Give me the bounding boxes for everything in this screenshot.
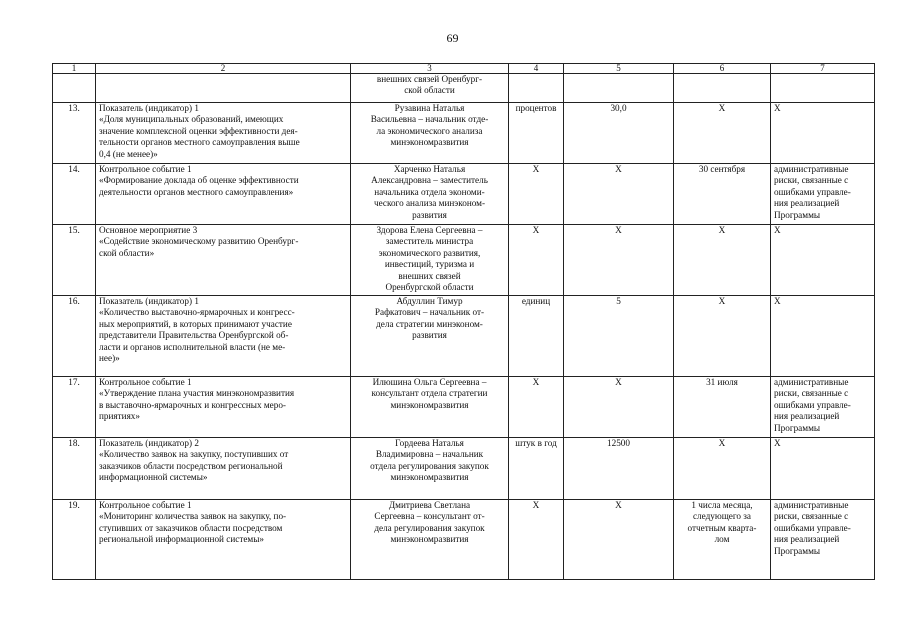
event-name-cell-line: Показатель (индикатор) 1: [99, 296, 199, 306]
event-name-cell: [96, 164, 351, 225]
risk-cell-line: X: [774, 296, 781, 306]
responsible-cell: [351, 225, 509, 296]
value-cell: X: [564, 500, 674, 580]
responsible-cell-line: Владимировна – начальник: [375, 449, 484, 460]
risk-cell: [771, 438, 875, 500]
responsible-cell-line: Рузавина Наталья: [394, 103, 465, 113]
unit-cell: X: [509, 500, 564, 580]
column-header-5: 5: [564, 64, 674, 74]
responsible-cell-line: ческого анализа минэконом-: [373, 198, 486, 209]
risk-cell: [771, 377, 875, 438]
table-row: [53, 103, 875, 164]
unit-cell: [509, 74, 564, 103]
responsible-cell-line: заместитель министра: [385, 236, 474, 247]
risk-cell-line: Программы: [774, 209, 821, 220]
deadline-cell-line: X: [718, 296, 726, 306]
risk-cell: [771, 500, 875, 580]
event-name-cell: [96, 103, 351, 164]
event-name-cell-line: «Формирование доклада об оценке эффективности: [99, 175, 299, 186]
event-name-cell: [96, 500, 351, 580]
event-name-cell-line: ласти и органов исполнительной власти (не ме-: [99, 341, 286, 352]
deadline-cell: [674, 500, 771, 580]
column-header-6: 6: [674, 64, 771, 74]
responsible-cell-line: Илюшина Ольга Сергеевна –: [372, 377, 487, 387]
event-name-cell-line: региональной информационной системы»: [99, 534, 265, 545]
unit-cell: X: [509, 225, 564, 296]
deadline-cell-line: следующего за: [692, 511, 752, 522]
event-name-cell-line: тельности органов местного самоуправления выше: [99, 137, 300, 148]
event-name-cell-line: Контрольное событие 1: [99, 500, 192, 510]
deadline-cell-line: отчетным кварта-: [687, 522, 757, 533]
event-name-cell-line: «Количество заявок на закупку, поступивших от: [99, 449, 289, 460]
responsible-cell-line: консультант отдела стратегии: [371, 388, 488, 399]
responsible-cell-line: развития: [412, 330, 447, 341]
risk-cell-line: X: [774, 103, 781, 113]
table-row: [53, 377, 875, 438]
event-name-cell: [96, 377, 351, 438]
row-number-cell: 16.: [53, 296, 96, 377]
risk-cell-line: X: [774, 225, 781, 235]
responsible-cell-line: отдела регулирования закупок: [370, 460, 489, 471]
unit-cell: X: [509, 377, 564, 438]
responsible-cell: [351, 296, 509, 377]
deadline-cell-line: X: [718, 438, 726, 448]
risk-cell-line: ния реализацией: [774, 411, 840, 422]
row-number-cell: 19.: [53, 500, 96, 580]
event-name-cell-line: Основное мероприятие 3: [99, 225, 198, 235]
row-number-cell: 17.: [53, 377, 96, 438]
value-cell: 12500: [564, 438, 674, 500]
responsible-cell-line: Сергеевна – консультант от-: [374, 511, 485, 522]
risk-cell-line: административные: [774, 377, 849, 387]
event-name-cell-line: Показатель (индикатор) 2: [99, 438, 199, 448]
column-header-3: 3: [351, 64, 509, 74]
event-name-cell-line: представители Правительства Оренбургской об-: [99, 330, 289, 341]
row-number-cell: 15.: [53, 225, 96, 296]
deadline-cell-line: 31 июля: [706, 377, 738, 387]
table-row: [53, 500, 875, 580]
page-number: 69: [446, 31, 459, 45]
unit-cell: X: [509, 164, 564, 225]
unit-cell: процентов: [509, 103, 564, 164]
responsible-cell-line: Васильевна – начальник отде-: [370, 114, 489, 125]
risk-cell-line: ния реализацией: [774, 534, 840, 545]
deadline-cell: [674, 296, 771, 377]
event-name-cell-line: ступивших от заказчиков области посредством: [99, 522, 283, 533]
responsible-cell-line: Здорова Елена Сергеевна –: [376, 225, 483, 235]
risk-cell-line: Программы: [774, 422, 821, 433]
event-name-cell-line: Контрольное событие 1: [99, 164, 192, 174]
event-name-cell-line: «Утверждение плана участия минэкономразвития: [99, 388, 295, 399]
row-number-cell: 18.: [53, 438, 96, 500]
deadline-cell: [674, 74, 771, 103]
value-cell: 5: [564, 296, 674, 377]
responsible-cell-line: минэкономразвития: [390, 137, 469, 148]
column-header-7: 7: [771, 64, 875, 74]
value-cell: X: [564, 377, 674, 438]
indicators-table: [52, 63, 875, 580]
deadline-cell-line: 1 числа месяца,: [691, 500, 753, 510]
responsible-cell-line: минэкономразвития: [390, 399, 469, 410]
table-row: [53, 74, 875, 103]
risk-cell-line: X: [774, 438, 781, 448]
deadline-cell: [674, 103, 771, 164]
event-name-cell-line: нее)»: [99, 353, 120, 364]
risk-cell-line: административные: [774, 500, 849, 510]
risk-cell-line: риски, связанные с: [774, 388, 849, 399]
event-name-cell-line: Контрольное событие 1: [99, 377, 192, 387]
risk-cell: [771, 74, 875, 103]
event-name-cell: [96, 74, 351, 103]
responsible-cell-line: начальника отдела экономи-: [374, 186, 485, 197]
responsible-cell-line: ской области: [404, 85, 455, 96]
unit-cell: единиц: [509, 296, 564, 377]
responsible-cell-line: минэкономразвития: [390, 534, 469, 545]
deadline-cell-line: 30 сентября: [698, 164, 746, 174]
risk-cell-line: ошибками управле-: [774, 186, 851, 197]
table-row: [53, 164, 875, 225]
responsible-cell-line: развития: [412, 209, 447, 220]
responsible-cell-line: дела регулирования закупок: [374, 522, 485, 533]
responsible-cell: [351, 103, 509, 164]
column-header-2: 2: [96, 64, 351, 74]
risk-cell-line: Программы: [774, 545, 821, 556]
responsible-cell-line: Дмитриева Светлана: [388, 500, 471, 510]
responsible-cell-line: Харченко Наталья: [393, 164, 466, 174]
event-name-cell: [96, 225, 351, 296]
value-cell: 30,0: [564, 103, 674, 164]
deadline-cell-line: X: [718, 225, 726, 235]
header-row: [53, 64, 875, 74]
responsible-cell-line: внешних связей: [398, 270, 461, 281]
event-name-cell-line: приятиях»: [99, 411, 140, 422]
event-name-cell-line: «Содействие экономическому развитию Оренбург-: [99, 236, 299, 247]
event-name-cell: [96, 296, 351, 377]
column-header-1: 1: [53, 64, 96, 74]
deadline-cell: [674, 377, 771, 438]
event-name-cell-line: заказчиков области посредством региональной: [99, 460, 283, 471]
risk-cell: [771, 164, 875, 225]
event-name-cell-line: информационной системы»: [99, 472, 208, 483]
risk-cell-line: административные: [774, 164, 849, 174]
responsible-cell: [351, 500, 509, 580]
risk-cell-line: риски, связанные с: [774, 511, 849, 522]
responsible-cell: [351, 74, 509, 103]
deadline-cell: [674, 164, 771, 225]
row-number-cell: [53, 74, 96, 103]
event-name-cell: [96, 438, 351, 500]
event-name-cell-line: ской области»: [99, 247, 155, 258]
value-cell: X: [564, 164, 674, 225]
responsible-cell-line: дела стратегии минэконом-: [376, 318, 483, 329]
deadline-cell-line: X: [718, 103, 726, 113]
responsible-cell-line: Оренбургской области: [385, 282, 474, 293]
responsible-cell-line: инвестиций, туризма и: [384, 259, 475, 270]
row-number-cell: 13.: [53, 103, 96, 164]
deadline-cell: [674, 225, 771, 296]
risk-cell: [771, 103, 875, 164]
event-name-cell-line: в выставочно-ярмарочных и конгрессных меро-: [99, 399, 286, 410]
deadline-cell: [674, 438, 771, 500]
risk-cell: [771, 296, 875, 377]
table-row: [53, 438, 875, 500]
column-header-4: 4: [509, 64, 564, 74]
risk-cell-line: ния реализацией: [774, 198, 840, 209]
responsible-cell: [351, 164, 509, 225]
responsible-cell-line: Александровна – заместитель: [371, 175, 488, 186]
risk-cell-line: риски, связанные с: [774, 175, 849, 186]
responsible-cell-line: экономического развития,: [378, 247, 481, 258]
responsible-cell-line: внешних связей Оренбург-: [376, 74, 483, 84]
event-name-cell-line: «Мониторинг количества заявок на закупку, по-: [99, 511, 287, 522]
value-cell: X: [564, 225, 674, 296]
responsible-cell-line: Рафкатович – начальник от-: [374, 307, 485, 318]
event-name-cell-line: «Доля муниципальных образований, имеющих: [99, 114, 284, 125]
table-row: [53, 296, 875, 377]
event-name-cell-line: Показатель (индикатор) 1: [99, 103, 199, 113]
event-name-cell-line: ных мероприятий, в которых принимают участие: [99, 318, 292, 329]
responsible-cell-line: минэкономразвития: [390, 472, 469, 483]
row-number-cell: 14.: [53, 164, 96, 225]
responsible-cell: [351, 377, 509, 438]
table-row: [53, 225, 875, 296]
responsible-cell-line: ла экономического анализа: [376, 125, 483, 136]
risk-cell: [771, 225, 875, 296]
event-name-cell-line: «Количество выставочно-ярмарочных и конгресс-: [99, 307, 295, 318]
responsible-cell-line: Абдуллин Тимур: [396, 296, 463, 306]
value-cell: [564, 74, 674, 103]
risk-cell-line: ошибками управле-: [774, 522, 851, 533]
event-name-cell-line: деятельности органов местного самоуправления»: [99, 186, 294, 197]
responsible-cell: [351, 438, 509, 500]
unit-cell: штук в год: [509, 438, 564, 500]
responsible-cell-line: Гордеева Наталья: [395, 438, 464, 448]
event-name-cell-line: значение комплексной оценки эффективности дея-: [99, 125, 298, 136]
deadline-cell-line: лом: [714, 534, 730, 545]
event-name-cell-line: 0,4 (не менее)»: [99, 148, 158, 159]
risk-cell-line: ошибками управле-: [774, 399, 851, 410]
